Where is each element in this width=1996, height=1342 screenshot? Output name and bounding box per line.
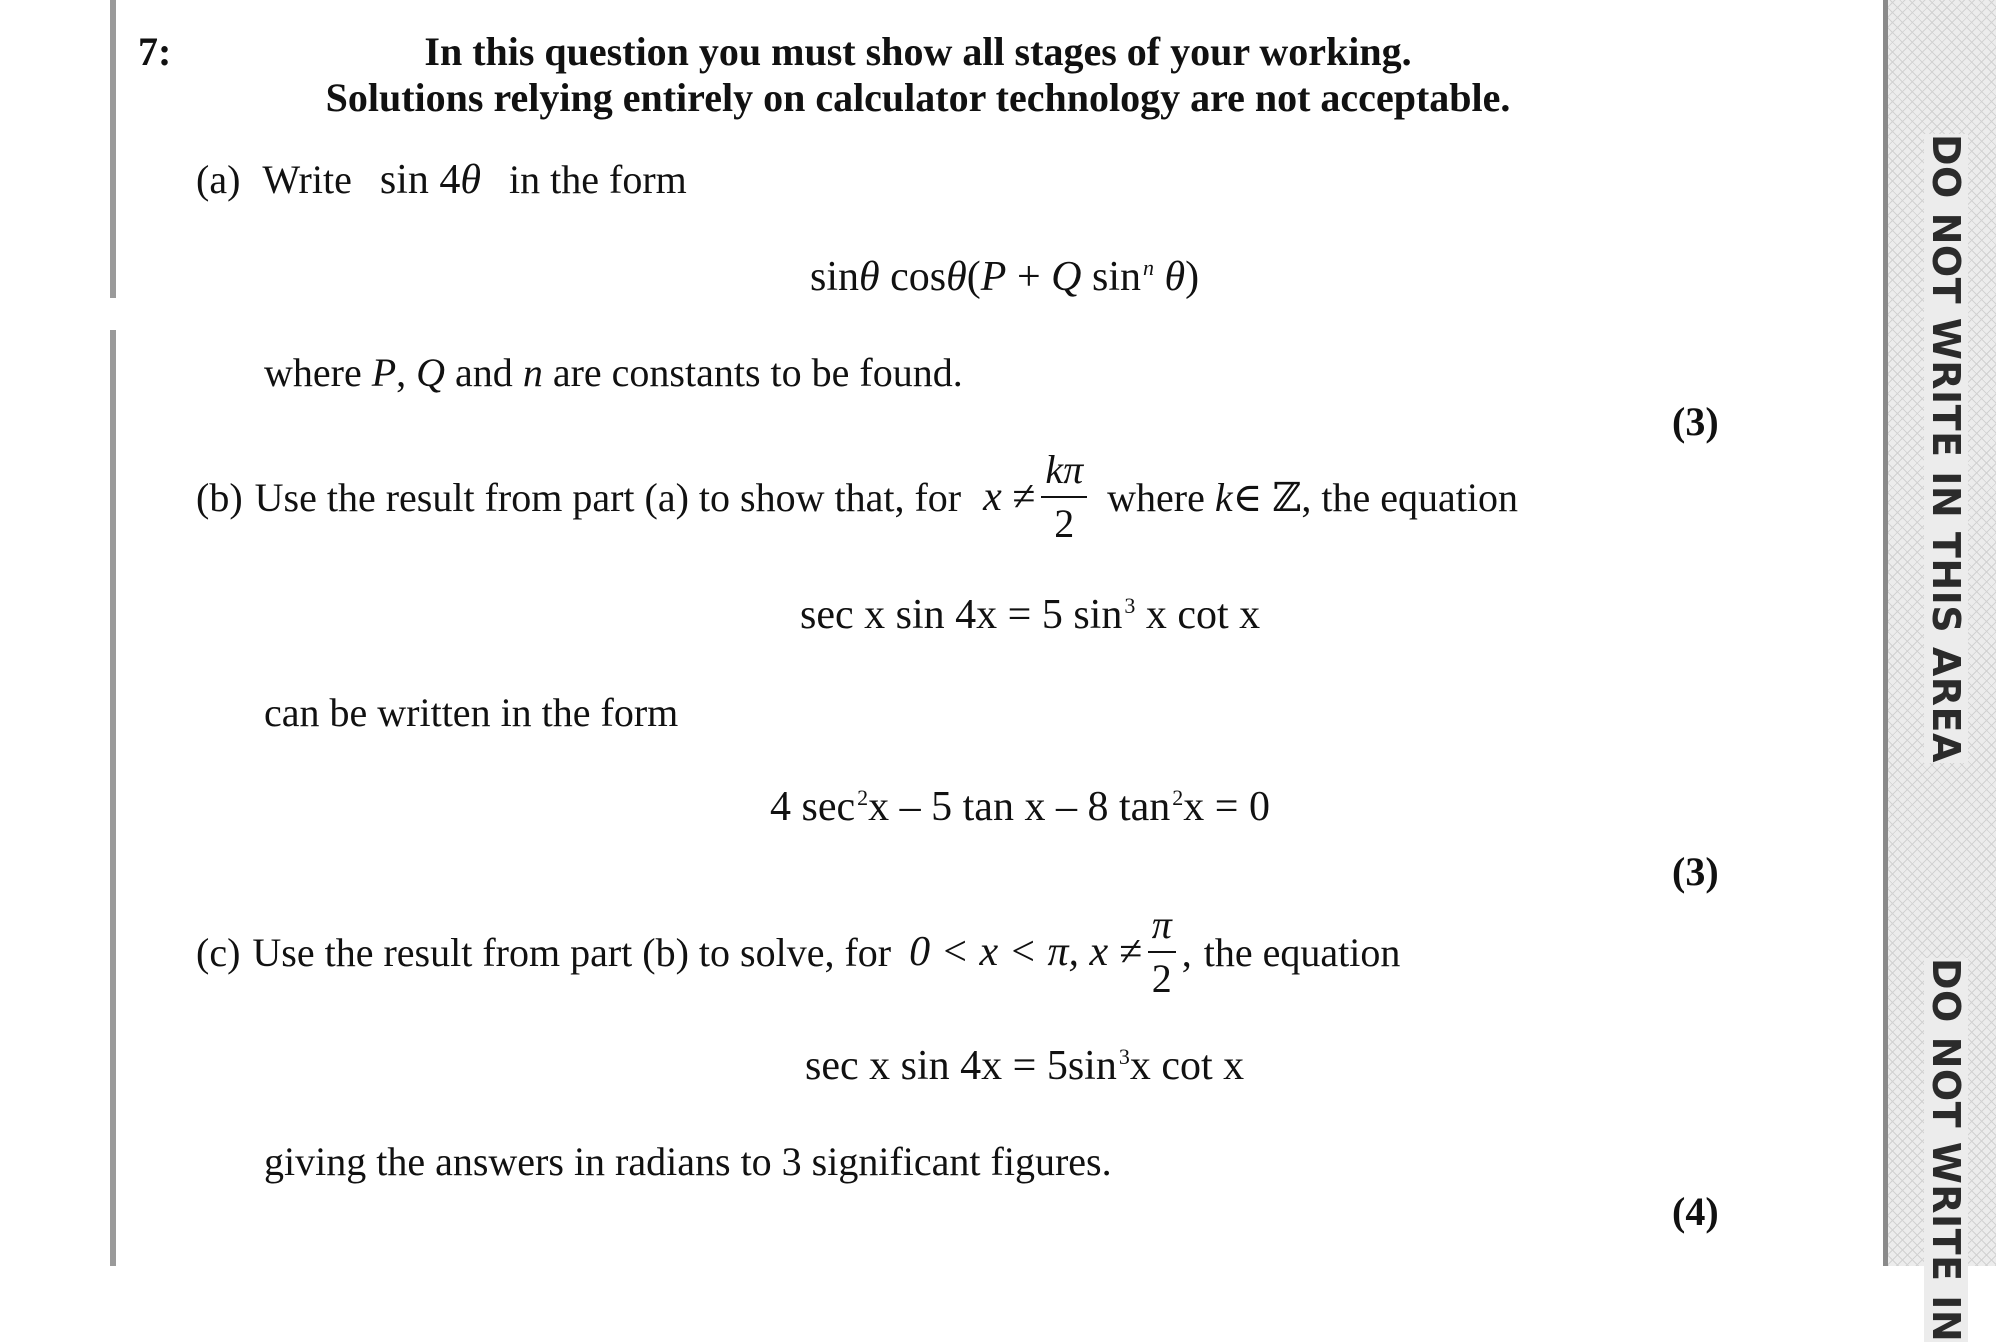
part-c-prompt: (c) Use the result from part (b) to solve, for 0 < x < π, x ≠ $\frac{\pi}{2}$ , the equation: [196, 902, 1401, 1001]
margin-warning-1: DO NOT WRITE IN THIS AREA: [1924, 134, 1968, 763]
question-number: 7:: [138, 29, 172, 74]
part-a-expr: sin 4θ: [379, 157, 482, 203]
instruction-line-2: Solutions relying entirely on calculator technology are not acceptable.: [325, 75, 1511, 120]
part-c-fraction: $\frac{\pi}{2}$: [1148, 905, 1176, 999]
part-a-in-form: in the form: [509, 157, 687, 202]
part-c-equation: sec x $\sin 4x = 5\sin^3x$ cot x: [805, 1043, 1245, 1089]
part-a-marks: (3): [1672, 399, 1719, 444]
part-a-write: Write: [262, 157, 352, 202]
left-margin-bar-top: [110, 0, 116, 298]
part-c-marks: (4): [1672, 1189, 1719, 1234]
left-margin-bar-bottom: [110, 330, 116, 1266]
part-b-prompt: (b) Use the result from part (a) to show that, for x ≠ $\frac{k\pi}{2}$ where k ∈ ℤ, the equation: [196, 447, 1519, 546]
part-c-instruction: giving the answers in radians to 3 significant figures.: [264, 1139, 1112, 1184]
margin-warning-2: DO NOT WRITE IN: [1924, 958, 1968, 1342]
part-a-form-equation: sinθ cosθ(P + Q $\sin^n \theta$): [810, 254, 1200, 300]
part-b-marks: (3): [1672, 849, 1719, 894]
part-b-fraction: $\frac{k\pi}{2}$: [1041, 450, 1087, 544]
part-a-prompt: [196, 156, 687, 204]
part-b-label: (b): [196, 474, 243, 520]
part-a-where-text: where P, Q and n are constants to be found.: [264, 350, 963, 395]
part-b-equation-2: 4 $\sec^2x - 5$ tan x – 8 $\tan^2x = 0$: [770, 784, 1270, 830]
part-c-label: (c): [196, 929, 241, 975]
part-b-written-form: can be written in the form: [264, 690, 679, 735]
part-c-range: 0 < x < π, x ≠: [909, 929, 1142, 975]
instruction-line-1: In this question you must show all stages of your working.: [424, 29, 1412, 74]
part-b-equation-1: sec x sin 4x = 5 $\sin^3 x$ cot x: [800, 592, 1261, 638]
part-a-label: (a): [196, 157, 241, 202]
